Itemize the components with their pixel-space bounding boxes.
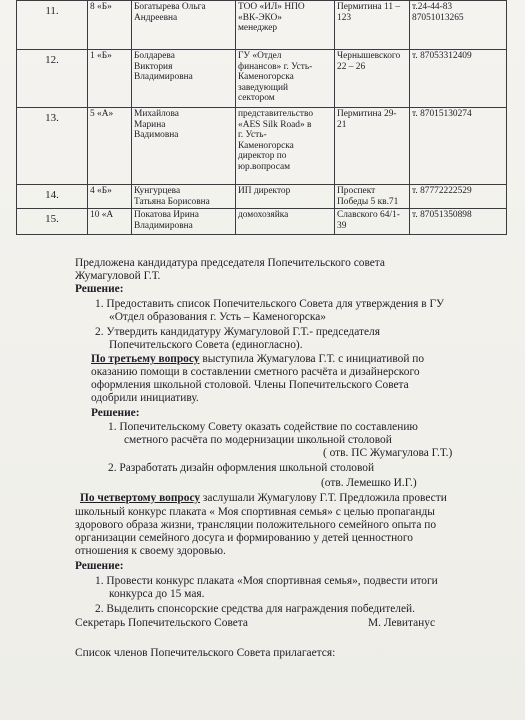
parent-name-cell: Покатова Ирина Владимировна [132,209,236,235]
student-class-cell: 4 «Б» [88,185,132,209]
secretary-label: Секретарь Попечительского Совета [75,617,248,629]
row-number-cell: 11. [17,1,88,50]
table-row [17,50,507,108]
home-address-cell: Проспект Победы 5 кв.71 [335,185,410,209]
row-number-cell: 15. [17,209,88,235]
student-class-cell: 10 «А [88,209,132,235]
workplace-cell: представительство «AES Silk Road» в г. Усть- Каменогорска директор по юр.вопросам [236,108,335,185]
decision2-item1-line2: сметного расчёта по модернизации школьной столовой [124,434,392,446]
question4-lead: По четвертому вопросу [80,492,201,504]
workplace-cell: ГУ «Отдел финансов» г. Усть- Каменогорска заведующий сектором [236,50,335,108]
decision3-item1-line2: конкурса до 15 мая. [109,588,205,600]
decision2-item2-line1: 2. Разработать дизайн оформления школьной столовой [108,462,375,474]
decision1-item1-line1: 1. Предоставить список Попечительского Совета для утверждения в ГУ [95,298,445,310]
parent-name-cell: Кунгурцева Татьяна Борисовна [132,185,236,209]
decision1-item1-line2: «Отдел образования г. Усть – Каменогорска» [109,311,326,323]
question3-line1 [91,353,424,366]
question3-line2: оказанию помощи в составлении сметного расчёта и дизайнерского [91,366,420,378]
question3-line4: одобрили инициативу. [91,392,199,404]
home-address-cell: Пермитина 11 – 123 [335,1,410,50]
question3-rest: выступила Жумагулова Г.Т. с инициативой по [199,353,425,365]
row-number-cell: 14. [17,185,88,209]
workplace-cell: ИП директор [236,185,335,209]
decision2-item1-responsible: ( отв. ПС Жумагулова Г.Т.) [323,447,453,459]
decision-heading-3: Решение: [75,560,124,572]
phone-number-cell: т.24-44-83 87051013265 [410,1,507,50]
question3-line3: оформления школьной столовой. Члены Попечительского Совета [91,379,409,391]
decision2-item2-responsible: (отв. Лемешко И.Г.) [321,477,417,489]
phone-number-cell: т. 87053312409 [410,50,507,108]
decision3-item2: 2. Выделить спонсорские средства для награждения победителей. [95,603,415,615]
parent-name-cell: Михайлова Марина Вадимовна [132,108,236,185]
question4-rest: заслушали Жумагулову Г.Т. Предложила провести [200,492,447,504]
home-address-cell: Чернышевского 22 – 26 [335,50,410,108]
phone-number-cell: т. 87015130274 [410,108,507,185]
workplace-cell: ТОО «ИЛ» НПО «ВК-ЭКО» менеджер [236,1,335,50]
decision-heading-1: Решение: [75,283,124,295]
parent-name-cell: Болдарева Виктория Владимировна [132,50,236,108]
student-class-cell: 8 «Б» [88,1,132,50]
home-address-cell: Пермитина 29- 21 [335,108,410,185]
question3-lead: По третьему вопросу [91,353,200,365]
members-table [16,0,507,235]
question4-line2: школьный конкурс плаката « Моя спортивная семья» с целью пропаганды [75,506,435,518]
phone-number-cell: т. 87051350898 [410,209,507,235]
decision2-item1-line1: 1. Попечительскому Совету оказать содействие по составлению [108,421,418,433]
question4-line4: организации семейного досуга и формированию у детей ценностного [75,532,413,544]
row-number-cell: 13. [17,108,88,185]
secretary-name: М. Левитанус [368,617,436,629]
row-number-cell: 12. [17,50,88,108]
question4-line1 [80,492,447,505]
question4-line3: здорового образа жизни, трансляции положительного семейного опыта по [75,519,437,531]
table-row [17,185,507,209]
student-class-cell: 5 «А» [88,108,132,185]
table-row [17,108,507,185]
table-row [17,209,507,235]
question4-line5: отношения к своему здоровью. [75,545,226,557]
parent-name-cell: Богатырева Ольга Андреевна [132,1,236,50]
phone-number-cell: т. 87772222529 [410,185,507,209]
proposal-line-1: Предложена кандидатура председателя Попечительского совета [75,257,385,269]
student-class-cell: 1 «Б» [88,50,132,108]
decision-heading-2: Решение: [91,407,140,419]
home-address-cell: Славского 64/1- 39 [335,209,410,235]
decision1-item2-line1: 2. Утвердить кандидатуру Жумагуловой Г.Т.- председателя [95,326,380,338]
proposal-line-2: Жумагуловой Г.Т. [75,270,161,282]
decision3-item1-line1: 1. Провести конкурс плаката «Моя спортивная семья», подвести итоги [95,575,438,587]
members-table-body [17,1,507,235]
workplace-cell: домохозяйка [236,209,335,235]
attachment-note: Список членов Попечительского Совета прилагается: [75,647,336,659]
table-row [17,1,507,50]
decision1-item2-line2: Попечительского Совета (единогласно). [109,339,303,351]
